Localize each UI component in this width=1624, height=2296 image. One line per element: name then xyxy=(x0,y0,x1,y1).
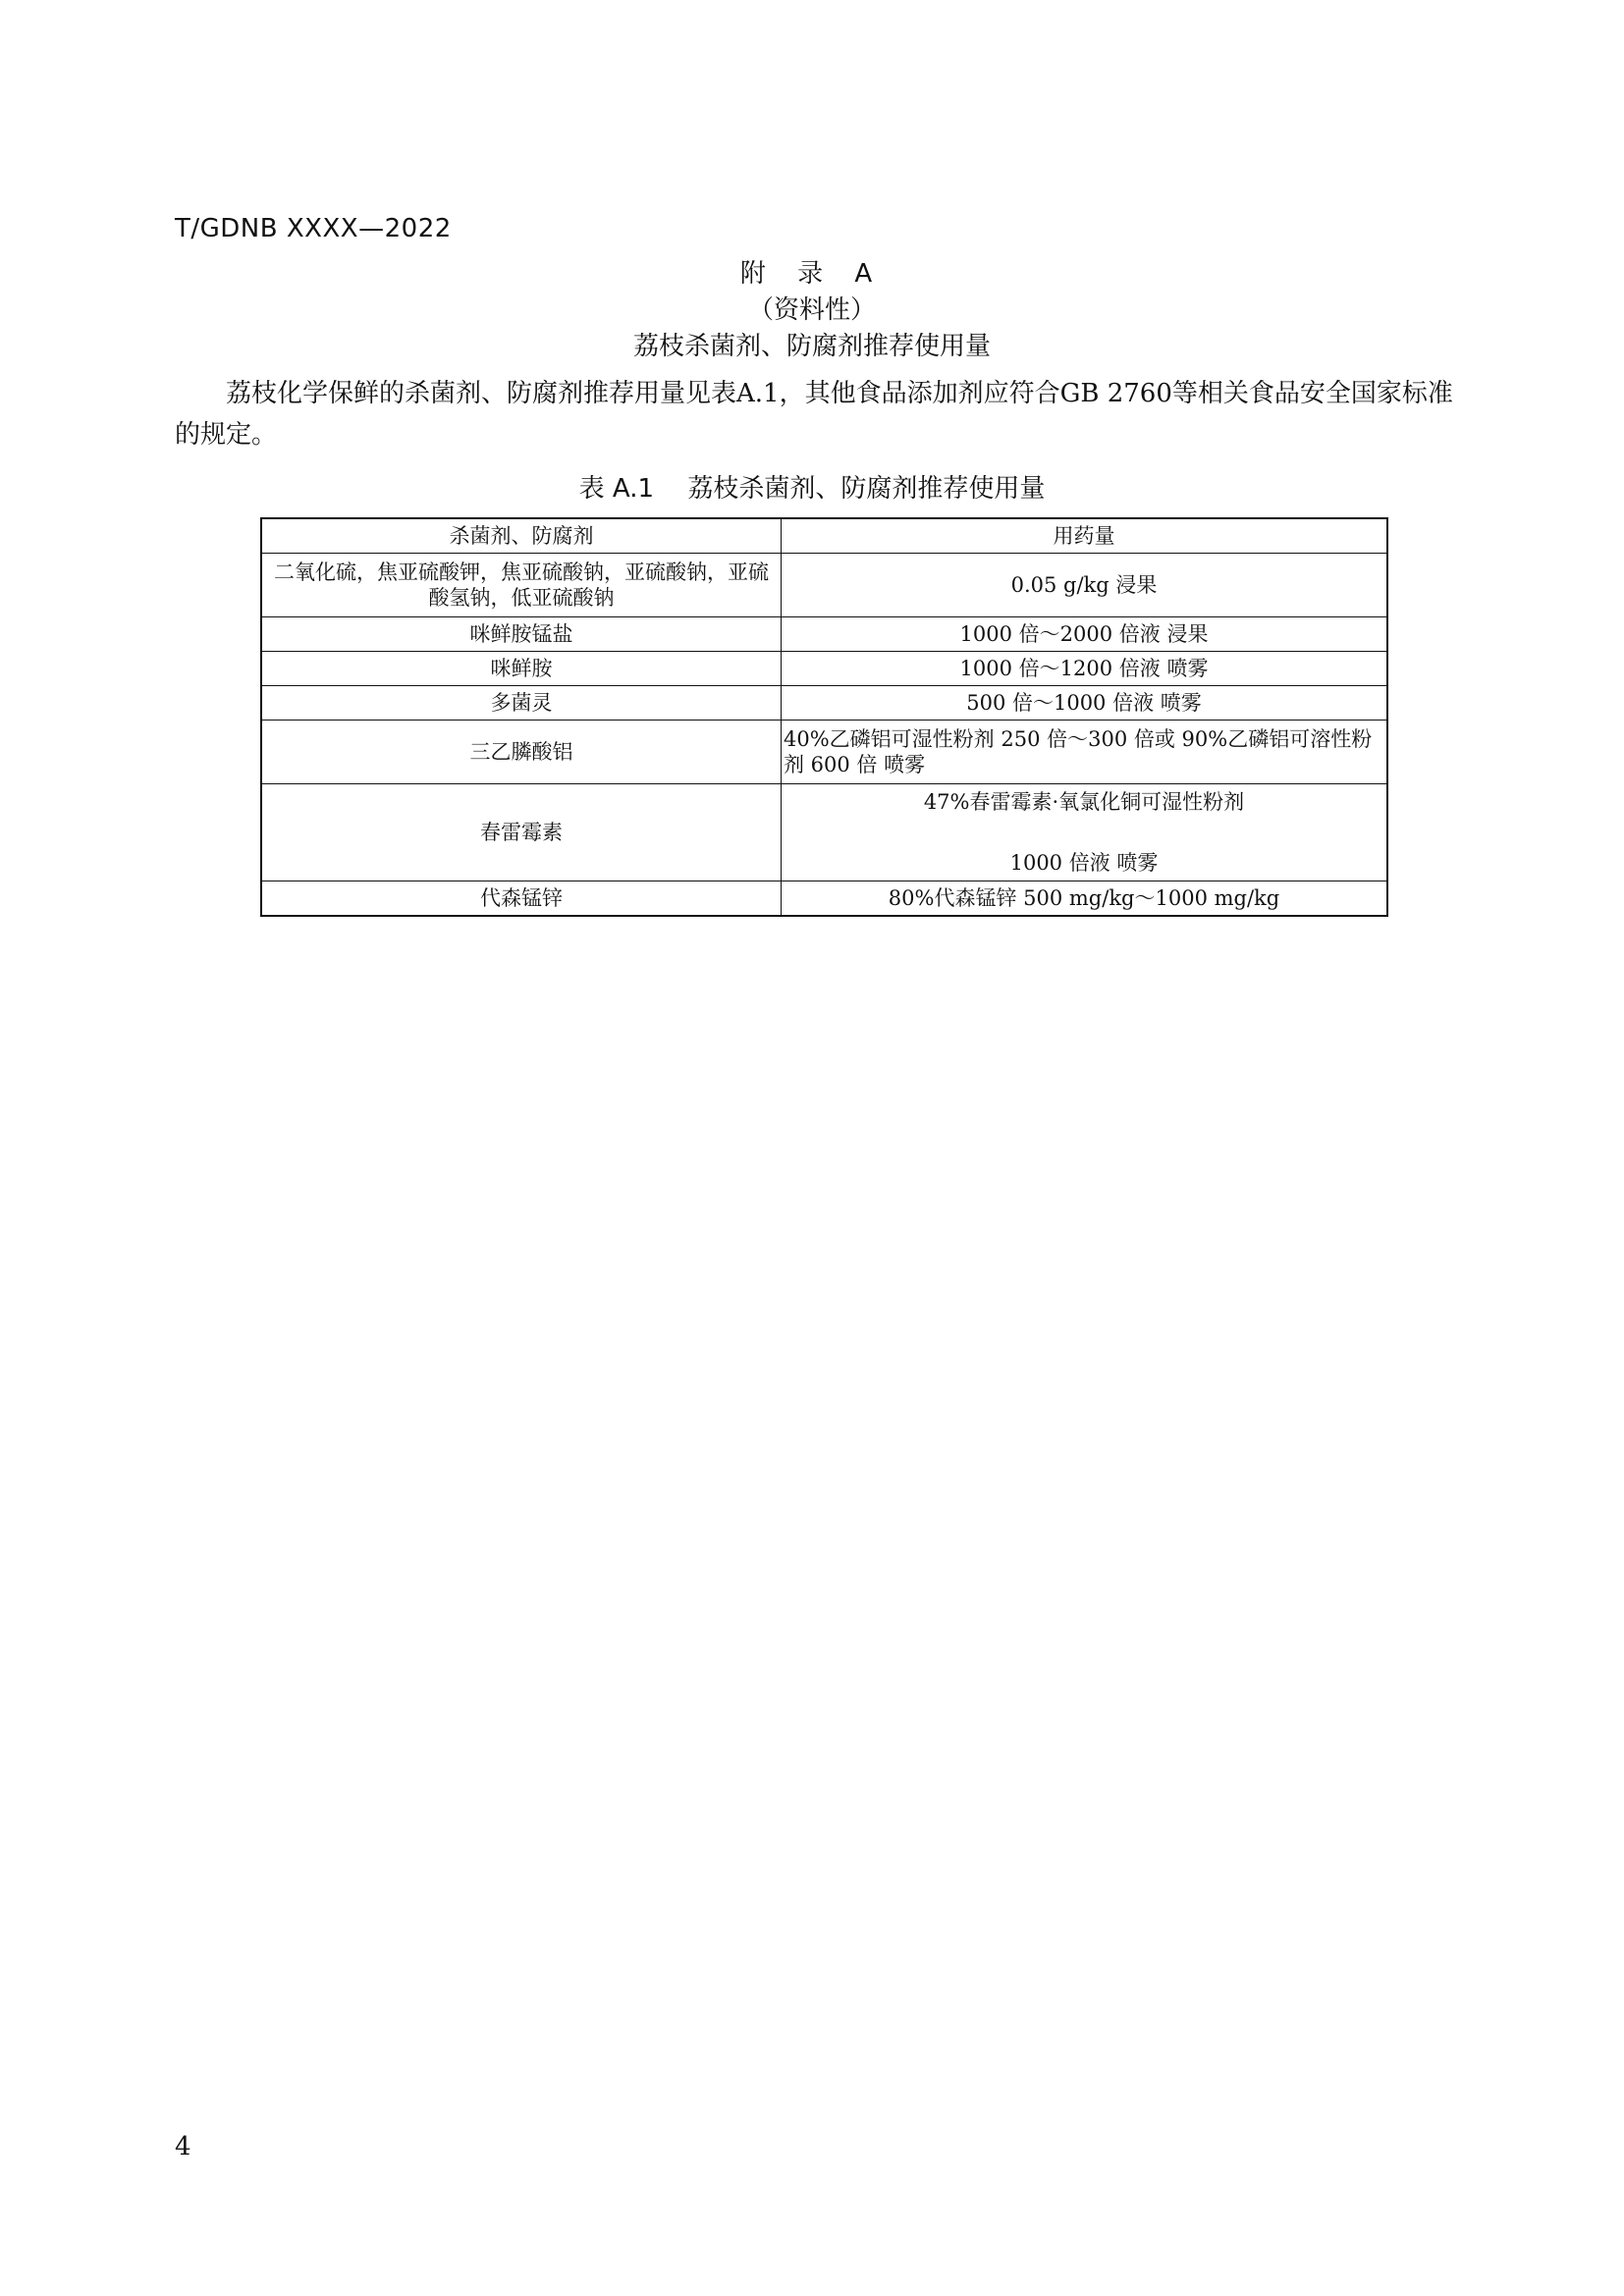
dose-cell: 40%乙磷铝可湿性粉剂 250 倍～300 倍或 90%乙磷铝可溶性粉剂 600 倍 喷雾 xyxy=(782,721,1388,784)
document-code: T/GDNB XXXX—2022 xyxy=(175,214,452,243)
appendix-title: 附 录 A xyxy=(739,259,885,289)
table-row xyxy=(261,652,1387,686)
appendix-name: 荔枝杀菌剂、防腐剂推荐使用量 xyxy=(632,332,991,361)
agent-cell: 三乙膦酸铝 xyxy=(261,721,782,784)
agent-cell: 咪鲜胺锰盐 xyxy=(261,617,782,652)
table-row xyxy=(261,721,1387,784)
dose-line-1: 47%春雷霉素·氧氯化铜可湿性粉剂 xyxy=(923,790,1245,814)
table-row xyxy=(261,554,1387,617)
dose-line-2: 1000 倍液 喷雾 xyxy=(1009,851,1159,875)
agent-cell: 多菌灵 xyxy=(261,686,782,721)
agent-cell: 咪鲜胺 xyxy=(261,652,782,686)
page-number: 4 xyxy=(175,2132,191,2162)
table-row xyxy=(261,881,1387,917)
table-caption: 表 A.1 荔枝杀菌剂、防腐剂推荐使用量 xyxy=(578,474,1046,504)
column-header-dose: 用药量 xyxy=(782,518,1388,554)
dose-cell: 80%代森锰锌 500 mg/kg～1000 mg/kg xyxy=(782,881,1388,917)
agent-cell: 代森锰锌 xyxy=(261,881,782,917)
column-header-agent: 杀菌剂、防腐剂 xyxy=(261,518,782,554)
dose-cell: 0.05 g/kg 浸果 xyxy=(782,554,1388,617)
body-paragraph: 荔枝化学保鲜的杀菌剂、防腐剂推荐用量见表A.1，其他食品添加剂应符合GB 2760等相关食品安全国家标准的规定。 xyxy=(175,379,1453,450)
dose-cell xyxy=(782,784,1388,881)
table-row xyxy=(261,686,1387,721)
dose-cell: 1000 倍～1200 倍液 喷雾 xyxy=(782,652,1388,686)
dosage-table xyxy=(260,517,1388,917)
table-row xyxy=(261,784,1387,881)
appendix-type: （资料性） xyxy=(747,295,876,325)
table-row xyxy=(261,617,1387,652)
dose-cell: 1000 倍～2000 倍液 浸果 xyxy=(782,617,1388,652)
agent-cell: 二氧化硫，焦亚硫酸钾，焦亚硫酸钠，亚硫酸钠，亚硫酸氢钠，低亚硫酸钠 xyxy=(261,554,782,617)
agent-cell: 春雷霉素 xyxy=(261,784,782,881)
dose-cell-lines xyxy=(784,789,1384,876)
dose-cell: 500 倍～1000 倍液 喷雾 xyxy=(782,686,1388,721)
table-header-row xyxy=(261,518,1387,554)
